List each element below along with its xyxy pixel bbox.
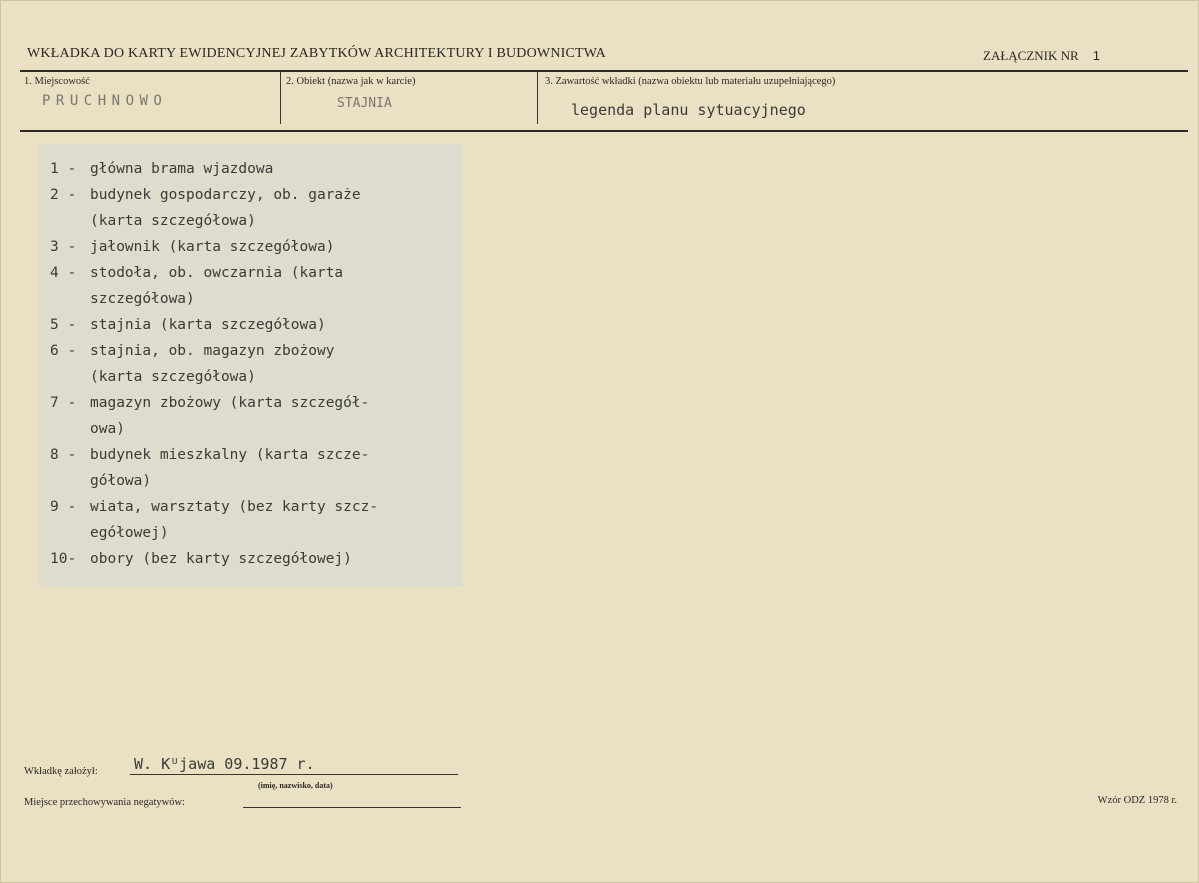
object-label: 2. Obiekt (nazwa jak w karcie) (286, 76, 416, 87)
legend-item-text: stajnia, ob. magazyn zbożowy (90, 343, 335, 359)
negatives-line (243, 807, 461, 808)
legend-item-text: (karta szczegółowa) (90, 369, 256, 385)
created-by-label: Wkładkę założył: (24, 766, 98, 777)
form-title: WKŁADKA DO KARTY EWIDENCYJNEJ ZABYTKÓW ARCHITEKTURY I BUDOWNICTWA (27, 46, 606, 61)
legend-item-text: magazyn zbożowy (karta szczegół- (90, 395, 370, 411)
field-divider-1 (280, 72, 281, 124)
legend-item-number: 9 - (50, 499, 77, 515)
locality-label: 1. Miejscowość (24, 76, 90, 87)
legend-item-number: 4 - (50, 265, 77, 281)
form-pattern: Wzór ODZ 1978 r. (1097, 795, 1177, 806)
legend-item-number: 6 - (50, 343, 77, 359)
created-by-caption: (imię, nazwisko, data) (258, 781, 333, 790)
legend-item-text: główna brama wjazdowa (90, 161, 274, 177)
content-label: 3. Zawartość wkładki (nazwa obiektu lub materiału uzupełniającego) (545, 76, 836, 87)
legend-item-text: budynek mieszkalny (karta szcze- (90, 447, 370, 463)
legend-item-text: jałownik (karta szczegółowa) (90, 239, 335, 255)
legend-item-text: egółowej) (90, 525, 169, 541)
object-value: STAJNIA (337, 96, 392, 111)
legend-paper-slip (38, 144, 462, 586)
annex-number (983, 48, 1100, 64)
legend-item-text: budynek gospodarczy, ob. garaże (90, 187, 361, 203)
locality-value: PRUCHNOWO (42, 93, 168, 109)
legend-item-text: stajnia (karta szczegółowa) (90, 317, 326, 333)
legend-item-text: (karta szczegółowa) (90, 213, 256, 229)
field-divider-2 (537, 72, 538, 124)
legend-item-text: szczegółowa) (90, 291, 195, 307)
legend-item-text: obory (bez karty szczegółowej) (90, 551, 352, 567)
legend-item-number: 7 - (50, 395, 77, 411)
legend-item-text: owa) (90, 421, 125, 437)
negatives-label: Miejsce przechowywania negatywów: (24, 797, 185, 808)
legend-item-number: 10- (50, 551, 77, 567)
created-by-value: W. Kᵁjawa 09.1987 r. (134, 755, 315, 773)
legend-item-text: wiata, warsztaty (bez karty szcz- (90, 499, 379, 515)
legend-item-text: gółowa) (90, 473, 152, 489)
annex-value: 1 (1092, 48, 1100, 63)
content-value: legenda planu sytuacyjnego (571, 101, 806, 119)
header-top-rule (20, 70, 1188, 72)
annex-label: ZAŁĄCZNIK NR (983, 48, 1079, 63)
legend-item-number: 8 - (50, 447, 77, 463)
legend-item-number: 1 - (50, 161, 77, 177)
legend-item-number: 5 - (50, 317, 77, 333)
created-by-line (130, 774, 458, 775)
legend-item-number: 3 - (50, 239, 77, 255)
legend-item-number: 2 - (50, 187, 77, 203)
legend-item-text: stodoła, ob. owczarnia (karta (90, 265, 344, 281)
header-bottom-rule (20, 130, 1188, 132)
